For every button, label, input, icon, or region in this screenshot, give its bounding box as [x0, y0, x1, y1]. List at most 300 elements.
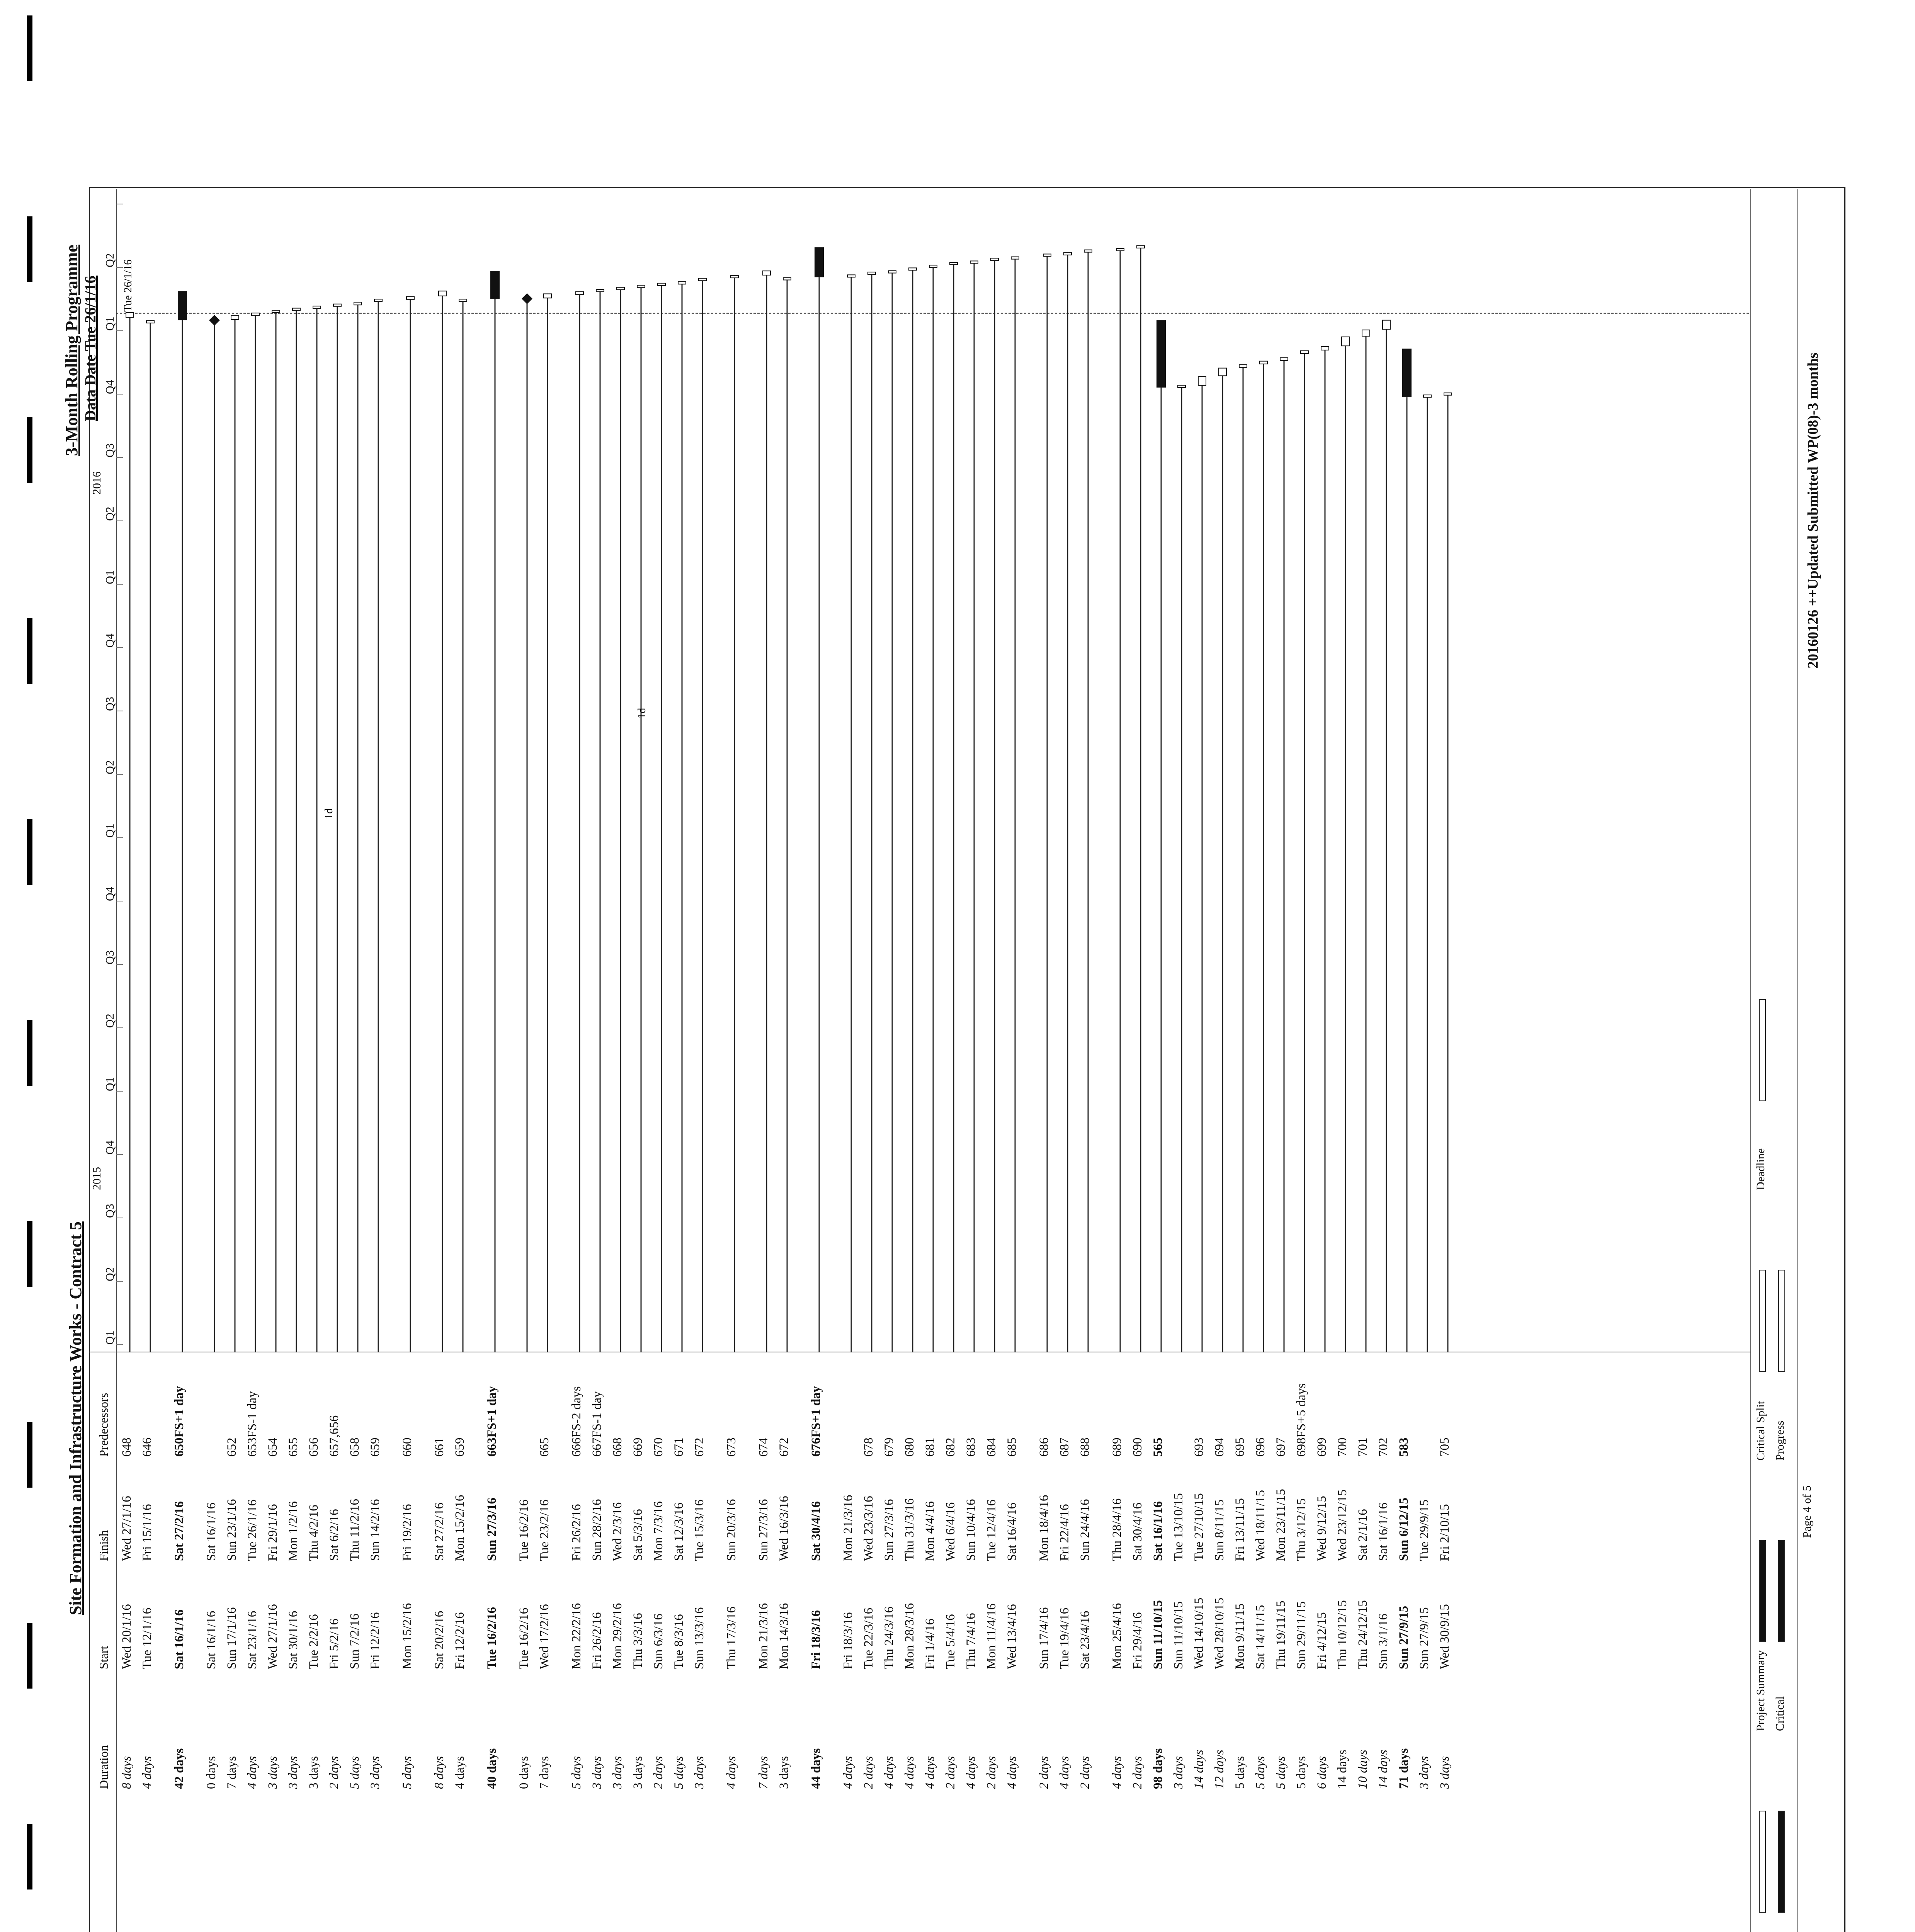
task-finish: Wed 2/3/16: [611, 1502, 624, 1561]
task-start: Wed 30/9/15: [1438, 1604, 1452, 1669]
task-start: Sat 23/1/16: [245, 1611, 259, 1669]
task-bar: [950, 262, 958, 265]
task-dur: 5 days: [570, 1756, 583, 1789]
task-start: Wed 13/4/16: [1005, 1604, 1019, 1669]
task-dur: 14 days: [1335, 1750, 1349, 1789]
task-dur: 4 days: [903, 1756, 917, 1789]
task-finish: Sun 14/2/16: [368, 1499, 382, 1561]
timescale-quarter: Q4: [104, 633, 116, 648]
task-dur: 7 days: [537, 1756, 551, 1789]
task-pred: 674: [757, 1437, 770, 1457]
task-dur: 5 days: [1233, 1756, 1247, 1789]
legend-swatch: [1759, 1540, 1766, 1642]
task-bar: [374, 299, 382, 301]
task-pred: 653FS-1 day: [245, 1391, 259, 1457]
data-date: Data Date Tue 26/1/16: [82, 276, 99, 421]
task-pred: 684: [985, 1437, 998, 1457]
task-finish: Wed 23/12/15: [1335, 1489, 1349, 1561]
task-dur: 4 days: [841, 1756, 855, 1789]
legend-swatch: [1759, 1270, 1766, 1372]
timescale-quarter: Q1: [104, 316, 116, 331]
task-dur: 8 days: [432, 1756, 446, 1789]
task-dur: 8 days: [120, 1756, 134, 1789]
task-start: Wed 27/1/16: [266, 1604, 280, 1669]
timescale-quarter: Q2: [104, 1267, 116, 1281]
task-pred: 673: [725, 1437, 738, 1457]
task-finish: Thu 4/2/16: [307, 1505, 321, 1561]
task-finish: Sat 27/2/16: [432, 1502, 446, 1561]
task-pred: 676FS+1 day: [809, 1386, 823, 1457]
task-dur: 5 days: [348, 1756, 362, 1789]
task-pred: 690: [1131, 1437, 1145, 1457]
task-start: Fri 18/3/16: [841, 1612, 855, 1669]
task-dur: 2 days: [1037, 1756, 1051, 1789]
task-start: Sun 7/2/16: [348, 1614, 362, 1669]
milestone-diamond: [209, 315, 220, 326]
punch-mark: [27, 1221, 32, 1287]
task-start: Sun 11/10/15: [1151, 1600, 1165, 1669]
task-dur: 42 days: [172, 1748, 186, 1789]
task-finish: Tue 23/2/16: [537, 1499, 551, 1561]
task-pred: 696: [1253, 1437, 1267, 1457]
task-bar: [439, 291, 446, 296]
task-dur: 0 days: [204, 1756, 218, 1789]
summary-bar: [490, 271, 500, 299]
task-dur: 3 days: [1417, 1756, 1431, 1789]
task-finish: Tue 26/1/16: [245, 1499, 259, 1561]
task-dur: 5 days: [1294, 1756, 1308, 1789]
task-bar: [1219, 368, 1226, 376]
task-bar: [637, 285, 645, 287]
legend-item: Critical: [1774, 1696, 1786, 1731]
task-finish: Sun 24/4/16: [1078, 1499, 1092, 1561]
task-start: Fri 29/4/16: [1131, 1612, 1145, 1669]
task-start: Sun 27/9/15: [1417, 1607, 1431, 1669]
programme-title: 3-Month Rolling Programme: [62, 245, 81, 456]
task-bar: [909, 268, 917, 270]
task-dur: 2 days: [1078, 1756, 1092, 1789]
task-dur: 14 days: [1376, 1750, 1390, 1789]
legend-divider: [1750, 189, 1751, 1932]
legend-swatch: [1778, 1270, 1785, 1372]
task-pred: 652: [225, 1437, 239, 1457]
task-dur: 5 days: [672, 1756, 686, 1789]
task-pred: 681: [923, 1437, 937, 1457]
task-bar: [1444, 393, 1452, 395]
task-dur: 71 days: [1397, 1748, 1411, 1789]
task-finish: Wed 9/12/15: [1315, 1496, 1329, 1561]
task-bar: [1137, 246, 1145, 248]
task-pred: 663FS+1 day: [485, 1386, 499, 1457]
task-pred: 655: [286, 1437, 300, 1457]
task-dur: 12 days: [1213, 1750, 1226, 1789]
task-dur: 4 days: [923, 1756, 937, 1789]
task-pred: 678: [862, 1437, 876, 1457]
punch-mark: [27, 15, 32, 81]
summary-bar: [815, 247, 824, 277]
task-finish: Sat 2/1/16: [1356, 1509, 1370, 1561]
task-finish: Tue 13/10/15: [1172, 1493, 1185, 1561]
task-bar: [544, 294, 551, 298]
task-bar: [929, 265, 937, 267]
punch-mark: [27, 216, 32, 282]
col-header-predecessors: Predecessors: [97, 1393, 111, 1457]
task-pred: 659: [368, 1437, 382, 1457]
task-dur: 7 days: [225, 1756, 239, 1789]
lag-label: 1d: [323, 808, 335, 819]
timescale-year: 2015: [90, 1167, 103, 1190]
task-start: Sun 11/10/15: [1172, 1601, 1185, 1669]
task-start: Tue 5/4/16: [944, 1614, 958, 1669]
task-start: Sun 17/1/16: [225, 1607, 239, 1669]
file-name: 20160126 ++Updated Submitted WP(08)-3 months: [1805, 352, 1821, 668]
task-bar: [847, 275, 855, 277]
task-start: Tue 8/3/16: [672, 1614, 686, 1669]
task-dur: 2 days: [944, 1756, 958, 1789]
task-bar: [1301, 351, 1308, 354]
task-dur: 5 days: [1253, 1756, 1267, 1789]
task-bar: [1116, 248, 1124, 251]
task-start: Wed 17/2/16: [537, 1604, 551, 1669]
task-pred: 695: [1233, 1437, 1247, 1457]
task-pred: 705: [1438, 1437, 1452, 1457]
task-finish: Fri 15/1/16: [140, 1504, 154, 1561]
task-dur: 4 days: [453, 1756, 467, 1789]
task-dur: 4 days: [245, 1756, 259, 1789]
task-finish: Mon 15/2/16: [453, 1495, 467, 1561]
task-start: Fri 5/2/16: [327, 1618, 341, 1669]
task-pred: 689: [1110, 1437, 1124, 1457]
task-start: Sat 14/11/15: [1253, 1605, 1267, 1669]
task-pred: 693: [1192, 1437, 1206, 1457]
task-finish: Sat 30/4/16: [809, 1501, 823, 1561]
task-start: Sat 23/4/16: [1078, 1611, 1092, 1669]
task-dur: 2 days: [862, 1756, 876, 1789]
task-finish: Mon 23/11/15: [1274, 1489, 1288, 1561]
task-pred: 702: [1376, 1437, 1390, 1457]
col-header-finish: Finish: [97, 1530, 111, 1561]
task-table: [120, 1352, 1743, 1932]
task-dur: 3 days: [777, 1756, 791, 1789]
task-finish: Tue 16/2/16: [517, 1499, 531, 1561]
task-start: Fri 1/4/16: [923, 1618, 937, 1669]
task-start: Tue 2/2/16: [307, 1614, 321, 1669]
task-finish: Mon 21/3/16: [841, 1495, 855, 1561]
task-start: Tue 12/1/16: [140, 1607, 154, 1669]
task-pred: 682: [944, 1437, 958, 1457]
task-start: Fri 12/2/16: [453, 1612, 467, 1669]
programme-sheet: [62, 185, 1866, 1932]
task-pred: 699: [1315, 1437, 1329, 1457]
task-pred: 685: [1005, 1437, 1019, 1457]
task-pred: 694: [1213, 1437, 1226, 1457]
summary-bar: [1402, 349, 1412, 397]
project-title: Site Formation and Infrastructure Works - Contract 5: [66, 1221, 85, 1615]
task-pred: 656: [307, 1437, 321, 1457]
task-bar: [146, 321, 154, 323]
timescale-quarter: Q4: [104, 887, 116, 901]
col-header-duration: Duration: [97, 1745, 111, 1789]
task-start: Fri 4/12/15: [1315, 1612, 1329, 1669]
task-dur: 3 days: [631, 1756, 645, 1789]
task-bar: [1260, 361, 1267, 364]
task-dur: 2 days: [985, 1756, 998, 1789]
task-finish: Sat 6/2/16: [327, 1509, 341, 1561]
task-dur: 4 days: [964, 1756, 978, 1789]
task-bar: [783, 278, 791, 280]
task-bar: [763, 271, 770, 275]
task-finish: Thu 31/3/16: [903, 1498, 917, 1561]
task-bar: [1011, 257, 1019, 259]
task-dur: 3 days: [286, 1756, 300, 1789]
task-finish: Wed 27/1/16: [120, 1496, 134, 1561]
punch-mark: [27, 1020, 32, 1086]
task-start: Sat 16/1/16: [204, 1611, 218, 1669]
task-bar: [313, 306, 321, 308]
task-pred: 583: [1397, 1437, 1411, 1457]
task-start: Thu 17/3/16: [725, 1606, 738, 1669]
task-pred: 679: [882, 1437, 896, 1457]
task-pred: 658: [348, 1437, 362, 1457]
task-dur: 14 days: [1192, 1750, 1206, 1789]
task-finish: Sun 10/4/16: [964, 1499, 978, 1561]
task-start: Fri 26/2/16: [590, 1612, 604, 1669]
task-start: Mon 29/2/16: [611, 1603, 624, 1669]
task-finish: Sun 6/12/15: [1397, 1497, 1411, 1561]
task-pred: 672: [692, 1437, 706, 1457]
task-bar: [868, 272, 876, 274]
task-dur: 2 days: [327, 1756, 341, 1789]
timescale-quarter: Q2: [104, 760, 116, 774]
task-finish: Sun 23/1/16: [225, 1499, 239, 1561]
task-bar: [1342, 337, 1349, 346]
timescale-year: 2016: [90, 471, 103, 495]
timescale-quarters: [104, 189, 115, 1345]
task-start: Thu 3/3/16: [631, 1613, 645, 1669]
task-dur: 3 days: [307, 1756, 321, 1789]
task-finish: Sat 27/2/16: [172, 1501, 186, 1561]
timescale-quarter: Q4: [104, 380, 116, 394]
task-pred: 686: [1037, 1437, 1051, 1457]
task-pred: 654: [266, 1437, 280, 1457]
task-dur: 3 days: [611, 1756, 624, 1789]
task-finish: Tue 29/9/15: [1417, 1499, 1431, 1561]
task-dur: 3 days: [266, 1756, 280, 1789]
task-bar: [1321, 347, 1329, 350]
task-start: Mon 21/3/16: [757, 1603, 770, 1669]
task-dur: 4 days: [725, 1756, 738, 1789]
col-header-start: Start: [97, 1646, 111, 1669]
task-finish: Mon 7/3/16: [651, 1501, 665, 1561]
task-pred: 698FS+5 days: [1294, 1383, 1308, 1457]
legend: [1754, 1036, 1793, 1932]
task-dur: 4 days: [1058, 1756, 1071, 1789]
summary-bar: [1156, 320, 1166, 388]
task-bar: [699, 278, 706, 281]
punch-mark: [27, 1623, 32, 1689]
task-bar: [731, 276, 738, 278]
task-finish: Fri 22/4/16: [1058, 1504, 1071, 1561]
timescale-quarter: Q2: [104, 507, 116, 521]
task-start: Wed 14/10/15: [1192, 1597, 1206, 1669]
task-finish: Sat 16/1/16: [1151, 1501, 1165, 1561]
task-bar: [617, 287, 624, 290]
legend-swatch: [1778, 1540, 1785, 1642]
task-pred: 669: [631, 1437, 645, 1457]
task-dur: 3 days: [1172, 1756, 1185, 1789]
task-start: Mon 15/2/16: [400, 1603, 414, 1669]
timescale-quarter: Q3: [104, 1204, 116, 1218]
task-start: Wed 28/10/15: [1213, 1597, 1226, 1669]
punch-mark: [27, 618, 32, 684]
task-finish: Sat 5/3/16: [631, 1509, 645, 1561]
task-dur: 3 days: [590, 1756, 604, 1789]
task-pred: 701: [1356, 1437, 1370, 1457]
task-bar: [1280, 358, 1288, 361]
task-finish: Sun 8/11/15: [1213, 1499, 1226, 1561]
task-bar: [293, 308, 300, 311]
task-pred: 688: [1078, 1437, 1092, 1457]
task-bar: [459, 299, 467, 301]
task-bar: [1064, 253, 1071, 255]
data-date-flag: Tue 26/1/16: [122, 259, 134, 312]
task-start: Thu 10/12/15: [1335, 1600, 1349, 1669]
task-start: Thu 24/3/16: [882, 1606, 896, 1669]
task-bar: [1383, 320, 1390, 329]
task-finish: Sat 12/3/16: [672, 1502, 686, 1561]
punch-mark: [27, 417, 32, 483]
task-finish: Wed 18/11/15: [1253, 1490, 1267, 1561]
task-start: Sun 3/1/16: [1376, 1614, 1390, 1669]
lag-label: 1d: [636, 708, 648, 719]
task-finish: Fri 13/11/15: [1233, 1498, 1247, 1561]
task-dur: 5 days: [400, 1756, 414, 1789]
task-dur: 4 days: [140, 1756, 154, 1789]
task-finish: Thu 28/4/16: [1110, 1498, 1124, 1561]
legend-item: Project Summary: [1754, 1650, 1767, 1731]
task-start: Sun 6/3/16: [651, 1614, 665, 1669]
timescale-quarter: Q3: [104, 697, 116, 711]
task-finish: Mon 1/2/16: [286, 1501, 300, 1561]
legend-swatch: [1778, 1811, 1785, 1913]
task-dur: 7 days: [757, 1756, 770, 1789]
task-finish: Sun 27/3/16: [882, 1499, 896, 1561]
task-finish: Wed 6/4/16: [944, 1502, 958, 1561]
task-bar: [1043, 254, 1051, 256]
milestone-diamond: [522, 293, 532, 304]
timescale-quarter: Q3: [104, 443, 116, 457]
task-pred: 565: [1151, 1437, 1165, 1457]
task-bar: [231, 315, 239, 320]
task-bar: [678, 281, 686, 284]
task-dur: 4 days: [1110, 1756, 1124, 1789]
task-start: Tue 19/4/16: [1058, 1607, 1071, 1669]
task-finish: Thu 3/12/15: [1294, 1498, 1308, 1561]
task-start: Wed 20/1/16: [120, 1604, 134, 1669]
task-bar: [1084, 250, 1092, 252]
task-bar: [596, 289, 604, 292]
task-dur: 4 days: [882, 1756, 896, 1789]
page-number: Page 4 of 5: [1801, 1485, 1813, 1538]
task-dur: 5 days: [1274, 1756, 1288, 1789]
timescale-quarter: Q3: [104, 950, 116, 964]
task-finish: Wed 16/3/16: [777, 1496, 791, 1561]
legend-item: Progress: [1774, 1420, 1786, 1461]
task-dur: 0 days: [517, 1756, 531, 1789]
task-bar: [888, 271, 896, 273]
task-bar: [991, 258, 998, 260]
task-pred: 697: [1274, 1437, 1288, 1457]
footer-divider: [1797, 189, 1798, 1932]
task-dur: 40 days: [485, 1748, 499, 1789]
task-bar: [658, 283, 665, 286]
task-start: Thu 7/4/16: [964, 1613, 978, 1669]
task-bar: [354, 302, 362, 305]
task-dur: 4 days: [1005, 1756, 1019, 1789]
task-bar: [126, 313, 134, 318]
task-bar: [333, 304, 341, 306]
task-start: Fri 12/2/16: [368, 1612, 382, 1669]
legend-item: Deadline: [1754, 1148, 1767, 1190]
task-start: Fri 18/3/16: [809, 1610, 823, 1669]
task-finish: Sun 27/3/16: [485, 1497, 499, 1561]
task-finish: Tue 15/3/16: [692, 1499, 706, 1561]
task-start: Tue 16/2/16: [485, 1607, 499, 1669]
task-dur: 2 days: [1131, 1756, 1145, 1789]
task-pred: 700: [1335, 1437, 1349, 1457]
task-start: Mon 9/11/15: [1233, 1603, 1247, 1669]
task-dur: 3 days: [368, 1756, 382, 1789]
task-finish: Sun 27/3/16: [757, 1499, 770, 1561]
task-dur: 3 days: [692, 1756, 706, 1789]
task-pred: 659: [453, 1437, 467, 1457]
legend-swatch: [1759, 1811, 1766, 1913]
task-start: Sun 17/4/16: [1037, 1607, 1051, 1669]
task-pred: 650FS+1 day: [172, 1386, 186, 1457]
task-finish: Mon 4/4/16: [923, 1501, 937, 1561]
task-bar: [1239, 365, 1247, 367]
task-pred: 671: [672, 1437, 686, 1457]
timescale-quarter: Q4: [104, 1140, 116, 1155]
task-finish: Tue 27/10/15: [1192, 1493, 1206, 1561]
task-bar: [1178, 385, 1185, 388]
legend-item: Critical Split: [1754, 1401, 1767, 1461]
task-start: Sat 30/1/16: [286, 1611, 300, 1669]
task-finish: Fri 26/2/16: [570, 1504, 583, 1561]
summary-bar: [178, 291, 187, 320]
task-bar: [1362, 330, 1370, 336]
task-start: Mon 14/3/16: [777, 1603, 791, 1669]
task-pred: 667FS-1 day: [590, 1391, 604, 1457]
task-dur: 10 days: [1356, 1750, 1370, 1789]
timescale-quarter: Q1: [104, 1330, 116, 1345]
task-start: Sun 29/11/15: [1294, 1601, 1308, 1669]
task-finish: Fri 29/1/16: [266, 1504, 280, 1561]
task-finish: Fri 2/10/15: [1438, 1504, 1452, 1561]
task-pred: 660: [400, 1437, 414, 1457]
task-start: Mon 11/4/16: [985, 1603, 998, 1669]
task-finish: Tue 12/4/16: [985, 1499, 998, 1561]
task-bar: [576, 292, 583, 294]
task-pred: 648: [120, 1437, 134, 1457]
task-dur: 6 days: [1315, 1756, 1329, 1789]
task-finish: Sun 28/2/16: [590, 1499, 604, 1561]
task-pred: 646: [140, 1437, 154, 1457]
task-bar: [970, 261, 978, 263]
task-finish: Sat 16/1/16: [204, 1502, 218, 1561]
task-pred: 661: [432, 1437, 446, 1457]
task-start: Thu 24/12/15: [1356, 1600, 1370, 1669]
